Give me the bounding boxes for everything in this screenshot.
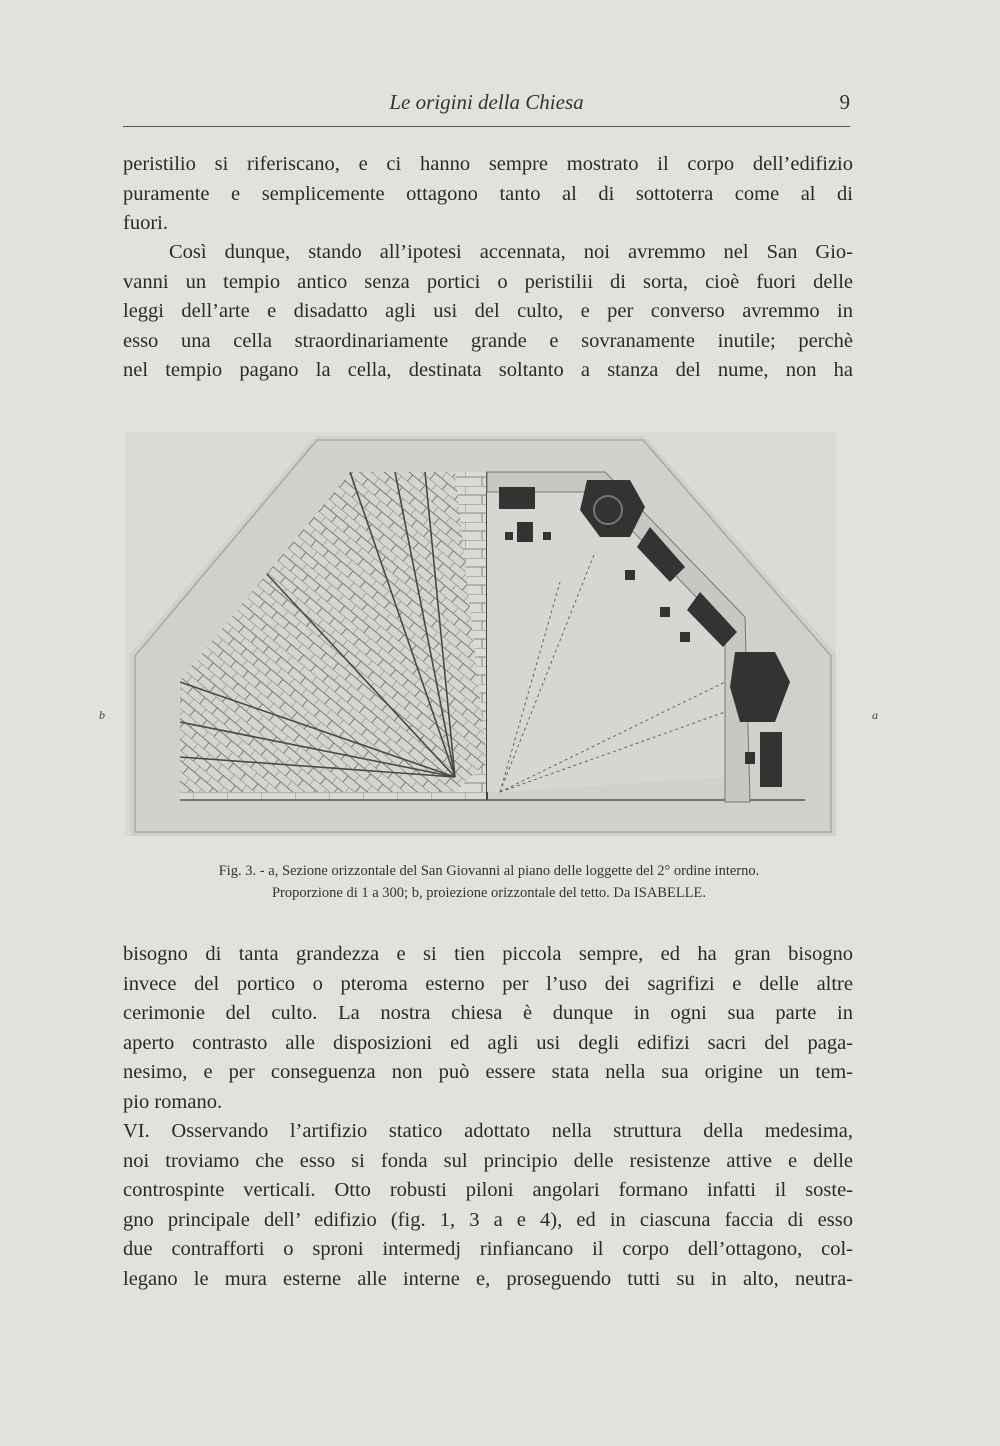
section-plan	[487, 472, 790, 802]
text-line: peristilio si riferiscano, e ci hanno sempre mostrato il corpo dell’edifizio	[123, 153, 853, 175]
text-line: fuori.	[123, 212, 168, 235]
caption-line: Fig. 3. - a, Sezione orizzontale del San Giovanni al piano delle loggette del 2° ordine interno.	[218, 863, 760, 879]
text-line: gno principale dell’ edifizio (fig. 1, 3 a e 4), ed in ciascuna faccia di esso	[123, 1208, 853, 1231]
text-line: noi troviamo che esso si fonda sul principio delle resistenze attive e delle	[123, 1149, 853, 1172]
text-line: due contrafforti o sproni intermedj rinfiancano il corpo dell’ottagono, col-	[123, 1238, 853, 1261]
text-line: pio romano.	[123, 1090, 223, 1113]
text-line: vanni un tempio antico senza portici o peristilii di sorta, cioè fuori delle	[123, 270, 853, 293]
text-line: esso una cella straordinariamente grande e sovranamente inutile; perchè	[123, 329, 853, 352]
figure-label-a: a	[872, 708, 878, 722]
floor-plan-figure	[125, 432, 836, 836]
figure-caption	[123, 860, 855, 904]
text-line: puramente e semplicemente ottagono tanto al di sottoterra come al di	[123, 182, 853, 205]
paragraph-2	[123, 238, 853, 386]
text-line: VI. Osservando l’artifizio statico adottato nella struttura della medesima,	[123, 1120, 853, 1142]
caption-line: Proporzione di 1 a 300; b, proiezione orizzontale del tetto. Da ISABELLE.	[271, 885, 707, 901]
paragraph-4	[123, 1117, 853, 1295]
paragraph-3	[123, 940, 853, 1118]
text-line: aperto contrasto alle disposizioni ed agli usi degli edifizi sacri del paga-	[123, 1031, 853, 1054]
text-line: nel tempio pagano la cella, destinata soltanto a stanza del nume, non ha	[123, 359, 853, 382]
page-header	[123, 90, 850, 127]
page-number: 9	[839, 90, 850, 114]
text-line: legano le mura esterne alle interne e, proseguendo tutti su in alto, neutra-	[123, 1267, 853, 1290]
text-line: controspinte verticali. Otto robusti piloni angolari formano infatti il soste-	[123, 1179, 853, 1202]
text-line: leggi dell’arte e disadatto agli usi del culto, e per converso avremmo in	[123, 300, 853, 323]
text-line: cerimonie del culto. La nostra chiesa è dunque in ogni sua parte in	[123, 1002, 853, 1025]
text-line: invece del portico o pteroma esterno per l’uso dei sagrifizi e delle altre	[123, 972, 853, 995]
text-line: Così dunque, stando all’ipotesi accennata, noi avremmo nel San Gio-	[169, 241, 853, 263]
text-line: nesimo, e per conseguenza non può essere stata nella sua origine un tem-	[123, 1061, 853, 1084]
running-title: Le origini della Chiesa	[389, 90, 584, 114]
figure-label-b: b	[99, 708, 105, 722]
text-line: bisogno di tanta grandezza e si tien piccola sempre, ed ha gran bisogno	[123, 943, 853, 965]
floor-plan-drawing	[125, 432, 836, 836]
paragraph-1	[123, 150, 853, 239]
